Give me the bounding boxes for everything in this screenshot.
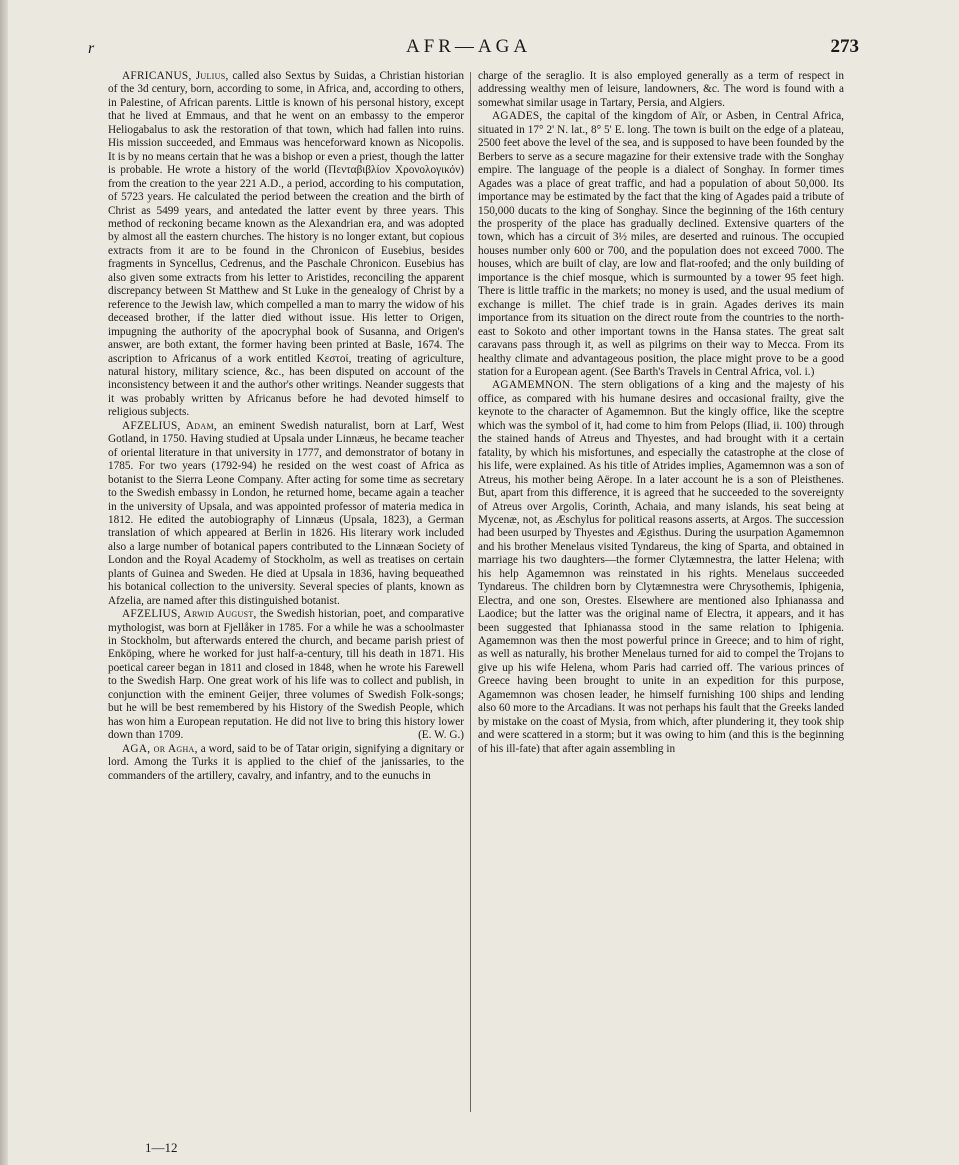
entry-afzelius-adam	[108, 420, 464, 608]
entry-africanus	[108, 70, 464, 420]
entry-text: an eminent Swedish naturalist, born at Larf, West Gotland, in 1750. Having studied at Upsala under Linnæus, he became teacher of oriental literature in that university in 1777, and demonstrator of botany in 1785. For two years (1792-94) he resided on the west coast of Africa as botanist to the Sierra Leone Company. After acting for some time as secretary to the Swedish embassy in London, he returned home, became again a teacher in the university of Upsala, and was appointed professor of materia medica in 1812. He edited the autobiography of Linnæus (Upsala, 1823), a German translation of which appeared at Berlin in 1826. His literary work included also a large number of botanical papers contributed to the Linnæan Society of London and the Royal Academy of Stockholm, as well as treatises on certain plants of Guinea and Sweden. He died at Upsala in 1836, having bequeathed his botanical collection to the university. Several species of plants, known as Afzelia, are named after this distinguished botanist.	[108, 419, 464, 607]
entry-text: The stern obligations of a king and the majesty of his office, as compared with his humane desires and occasional frailty, give the keynote to the character of Agamemnon. But the kingly office, like the sceptre which was the symbol of it, had come to him from Pelops (Iliad, ii. 100) through the stained hands of Atreus and Thyestes, and had brought with it a certain fatality, by which his misfortunes, and especially the catastrophe at the close of his life, were explained. As his title of Atrides implies, Agamemnon was a son of Atreus, his mother being Aërope. In a later account he is a son of Pleisthenes. But, apart from this difference, it is agreed that he succeeded to the sovereignty of Atreus over Argolis, Corinth, Achaia, and many islands, his seat being at Mycenæ, not, as Æschylus for political reasons asserts, at Argos. The succession had been usurped by Thyestes and Ægisthus. During the usurpation Agamemnon and his brother Menelaus visited Tyndareus, the king of Sparta, and obtained in marriage his two daughters—the former Clytæmnestra, the latter Helena; with his help Agamemnon was reinstated in his rights. Menelaus succeeded Tyndareus. The children born by Clytæmnestra were Chrysothemis, Iphigenia, Electra, and one son, Orestes. Elsewhere are mentioned also Iphianassa and Laodice; but the latter was the original name of Electra, it appears, and it has been suggested that Iphianassa stood in the same relation to Iphigenia. Agamemnon was then the most powerful prince in Greece; and to him of right, as well as naturally, his brother Menelaus turned for aid to compel the Trojans to give up his wife Helena, whom Paris had carried off. The various princes of Greece having been brought to unite in an expedition for this purpose, Agamemnon was chosen leader, he himself furnishing 100 ships and lending also 60 more to the Arcadians. It was not perhaps his fault that the Greeks landed by mistake on the coast of Mysia, from which, after plundering it, they took ship and were scattered in a storm; but it was owing to him (and this is the beginning of his ill-fate) that after again assembling in	[478, 379, 844, 755]
entry-agades	[478, 110, 844, 379]
entry-heading: AFZELIUS, Arwid August,	[122, 608, 257, 621]
entry-heading: AGADES,	[492, 110, 543, 123]
entry-aga-continued	[478, 70, 844, 110]
left-column	[108, 70, 464, 1110]
page-number: 273	[830, 36, 859, 57]
entry-agamemnon	[478, 379, 844, 756]
entry-text: a word, said to be of Tatar origin, signifying a dignitary or lord. Among the Turks it is applied to the chief of the janissaries, to the commanders of the artillery, cavalry, and infantry, and to the eunuchs in	[108, 742, 464, 782]
right-column	[478, 70, 844, 1110]
header-mark: r	[88, 40, 95, 57]
entry-heading: AFZELIUS, Adam,	[122, 419, 217, 432]
entry-heading: AFRICANUS, Julius,	[122, 70, 229, 82]
author-signature: (E. W. G.)	[418, 729, 464, 742]
entry-text: the capital of the kingdom of Aïr, or Asben, in Central Africa, situated in 17° 2' N. lat., 8° 5' E. long. The town is built on the edge of a plateau, 2500 feet above the level of the sea, and is supposed to have been founded by the Berbers to serve as a secure magazine for their extensive trade with the Songhay empire. The language of the people is a dialect of Songhay. In former times Agades was a place of great traffic, and had a population of about 50,000. Its importance may be estimated by the fact that the king of Agades paid a tribute of 150,000 ducats to the king of Songhay. Since the beginning of the 16th century the prosperity of the place has gradually declined. Extensive quarters of the town, which has a circuit of 3½ miles, are deserted and ruinous. The occupied houses number only 600 or 700, and the population does not exceed 7000. The houses, which are built of clay, are low and flat-roofed; and the only building of importance is the chief mosque, which is surmounted by a tower 95 feet high. There is little traffic in the markets; no money is used, and the usual medium of exchange is millet. The chief trade is in grain. Agades derives its main importance from its situation on the direct route from the countries to the north-east to Sokoto and other important towns in the Hansa states. The great salt caravans pass through it, as well as pilgrims on their way to Mecca. From its healthy climate and advantageous position, the place might prove to be a good station for a European agent. (See Barth's Travels in Central Africa, vol. i.)	[478, 110, 844, 378]
column-rule	[470, 72, 471, 1112]
entry-heading: AGA, or Agha,	[122, 742, 198, 755]
signature-mark: 1—12	[145, 1140, 178, 1155]
entry-aga	[108, 743, 464, 783]
entry-text: the Swedish historian, poet, and comparative mythologist, was born at Fjellåker in 1785. For a while he was a schoolmaster in Stockholm, but afterwards entered the church, and became parish priest of Enköping, where he worked for just half-a-century, till his death in 1871. His poetical career began in 1811 and closed in 1848, when he wrote his Farewell to the Swedish Harp. One great work of his life was to collect and publish, in conjunction with the eminent Geijer, three volumes of Swedish Folk-songs; but he will be best remembered by his History of the Swedish People, which has won him a European reputation. He did not live to bring this history lower down than 1709.	[108, 608, 464, 742]
entry-text: charge of the seraglio. It is also employed generally as a term of respect in addressing wealthy men of leisure, landowners, &c. The word is found with a somewhat similar usage in Tartary, Persia, and Algiers.	[478, 70, 844, 109]
running-head: AFR—AGA	[405, 36, 532, 57]
entry-afzelius-arwid	[108, 608, 464, 743]
page-header	[88, 36, 859, 64]
entry-heading: AGAMEMNON.	[492, 379, 574, 392]
binding-edge	[0, 0, 8, 1165]
entry-text: called also Sextus by Suidas, a Christian historian of the 3d century, born, according to some, in Africa, and, according to others, in Palestine, of African parents. Little is known of his personal history, except that he lived at Emmaus, and that he went on an embassy to the emperor Heliogabalus to ask the restoration of that town, which had fallen into ruins. His mission succeeded, and Emmaus was henceforward known as Nicopolis. It is by no means certain that he was a bishop or even a priest, though the latter is probable. He wrote a history of the world (Πενταβιβλίον Χρονολογικόν) from the creation to the year 221 A.D., a period, according to his computation, of 5723 years. He calculated the period between the creation and the birth of Christ as 5499 years, and antedated the latter event by three years. This method of reckoning became known as the Alexandrian era, and was adopted by almost all the eastern churches. The history is no longer extant, but copious extracts from it are to be found in the Chronicon of Eusebius, besides fragments in Syncellus, Cedrenus, and the Paschale Chronicon. Eusebius has also given some extracts from his letter to Aristides, reconciling the apparent discrepancy between St Matthew and St Luke in the genealogy of Christ by a reference to the Jewish law, which compelled a man to marry the widow of his deceased brother, if the latter died without issue. His letter to Origen, impugning the authority of the apocryphal book of Susanna, and Origen's answer, are both extant, the former having been printed at Basle, 1674. The ascription to Africanus of a work entitled Κεστοί, treating of agriculture, natural history, military science, &c., has been disputed on account of the inconsistency between it and the author's other writings. Neander suggests that it was probably written by Africanus before he had devoted himself to religious subjects.	[108, 70, 464, 419]
